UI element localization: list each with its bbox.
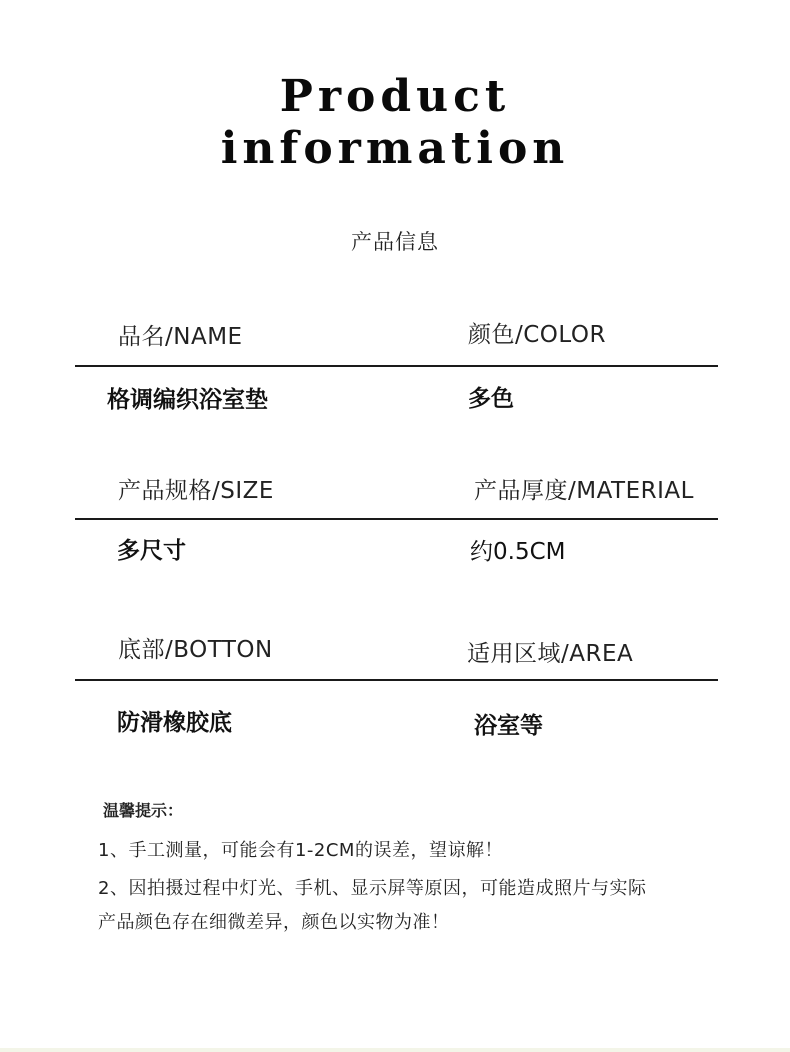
divider-row-1 bbox=[75, 365, 718, 367]
notes-title: 温馨提示： bbox=[103, 801, 184, 820]
page-title-line-2: information bbox=[220, 123, 570, 174]
color-value: 多色 bbox=[468, 386, 514, 412]
area-value: 浴室等 bbox=[474, 713, 543, 739]
note-line-3: 产品颜色存在细微差异，颜色以实物为准！ bbox=[98, 912, 450, 933]
bottom-band bbox=[0, 1048, 790, 1052]
note-line-1: 1、手工测量，可能会有1-2CM的误差，望谅解！ bbox=[98, 840, 503, 861]
size-value: 多尺寸 bbox=[117, 538, 186, 564]
bottom-value: 防滑橡胶底 bbox=[117, 710, 232, 736]
note-line-2: 2、因拍摄过程中灯光、手机、显示屏等原因，可能造成照片与实际 bbox=[98, 878, 647, 899]
bottom-label: 底部/BOTTON bbox=[118, 637, 273, 663]
divider-row-3 bbox=[75, 679, 718, 681]
material-label: 产品厚度/MATERIAL bbox=[474, 478, 694, 504]
material-value: 约0.5CM bbox=[470, 539, 566, 565]
name-value: 格调编织浴室垫 bbox=[107, 387, 268, 413]
divider-row-2 bbox=[75, 518, 718, 520]
page-subtitle: 产品信息 bbox=[351, 230, 439, 254]
name-label: 品名/NAME bbox=[118, 324, 243, 350]
size-label: 产品规格/SIZE bbox=[118, 478, 274, 504]
page-title-line-1: Product bbox=[279, 71, 511, 122]
area-label: 适用区域/AREA bbox=[467, 641, 634, 667]
color-label: 颜色/COLOR bbox=[468, 322, 606, 348]
